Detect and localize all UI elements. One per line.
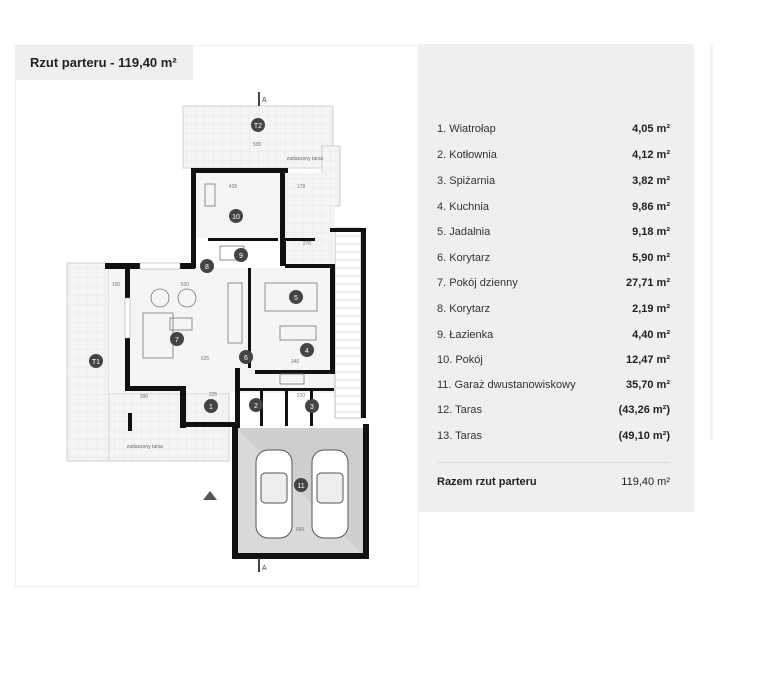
- svg-text:A: A: [262, 565, 267, 572]
- badge-9: [234, 248, 248, 262]
- room-row: 1. Wiatrołap 4,05 m²: [437, 123, 670, 135]
- room-row: 4. Kuchnia 9,86 m²: [437, 201, 670, 213]
- badge-2: [249, 398, 263, 412]
- room-row: 12. Taras (43,26 m²): [437, 404, 670, 416]
- section-marker-top: [258, 92, 267, 106]
- floor-plan-drawing: [60, 88, 380, 573]
- badge-7: [170, 332, 184, 346]
- divider: [437, 462, 670, 463]
- svg-text:520: 520: [180, 282, 190, 288]
- section-marker-bottom: [258, 558, 267, 572]
- svg-text:2: 2: [254, 403, 258, 410]
- total-row: Razem rzut parteru 119,40 m²: [437, 476, 670, 488]
- room-row: 11. Garaż dwustanowiskowy 35,70 m²: [437, 379, 670, 391]
- svg-text:3: 3: [310, 404, 314, 411]
- room-row: 13. Taras (49,10 m²): [437, 430, 670, 442]
- svg-text:625: 625: [200, 356, 210, 362]
- room-row: 2. Kotłownia 4,12 m²: [437, 149, 670, 161]
- svg-text:340: 340: [290, 359, 300, 365]
- terrace-label-top: zadaszony taras: [286, 156, 324, 162]
- svg-text:10: 10: [232, 214, 240, 221]
- badge-6: [239, 350, 253, 364]
- room-row: 10. Pokój 12,47 m²: [437, 354, 670, 366]
- hall-floor: [285, 173, 335, 268]
- svg-text:225: 225: [208, 392, 218, 398]
- svg-text:9: 9: [239, 253, 243, 260]
- entrance-arrow-icon: [203, 491, 217, 500]
- svg-text:T2: T2: [253, 123, 263, 130]
- svg-text:178: 178: [296, 184, 306, 190]
- badge-1: [204, 399, 218, 413]
- svg-text:1: 1: [209, 404, 213, 411]
- badge-3: [305, 399, 319, 413]
- svg-text:505: 505: [252, 142, 262, 148]
- exterior-stairs: [335, 228, 361, 418]
- svg-text:6: 6: [244, 355, 248, 362]
- svg-text:T1: T1: [91, 359, 101, 366]
- badge-8: [200, 259, 214, 273]
- room-row: 6. Korytarz 5,90 m²: [437, 252, 670, 264]
- badge-4: [300, 343, 314, 357]
- svg-text:8: 8: [205, 264, 209, 271]
- scrollbar-track[interactable]: [710, 44, 713, 440]
- svg-text:600: 600: [295, 527, 305, 533]
- svg-text:220: 220: [296, 393, 306, 399]
- badge-5: [289, 290, 303, 304]
- plan-title: Rzut parteru - 119,40 m²: [16, 46, 193, 80]
- svg-text:5: 5: [294, 295, 298, 302]
- room-row: 9. Łazienka 4,40 m²: [437, 329, 670, 341]
- svg-text:435: 435: [228, 184, 238, 190]
- badge-t1: [89, 354, 103, 368]
- badge-t2: [251, 118, 265, 132]
- svg-text:7: 7: [175, 337, 179, 344]
- room-row: 8. Korytarz 2,19 m²: [437, 303, 670, 315]
- svg-text:390: 390: [139, 394, 149, 400]
- room-area-table: [418, 44, 694, 512]
- room-row: 5. Jadalnia 9,18 m²: [437, 226, 670, 238]
- badge-11: [294, 478, 308, 492]
- svg-text:270: 270: [302, 241, 312, 247]
- terrace-label-bottom: zadaszony taras: [126, 444, 164, 450]
- room-10-floor: [195, 173, 285, 238]
- room-row: 7. Pokój dzienny 27,71 m²: [437, 277, 670, 289]
- badge-10: [229, 209, 243, 223]
- room-row: 3. Spiżarnia 3,82 m²: [437, 175, 670, 187]
- svg-text:11: 11: [297, 483, 305, 490]
- svg-text:4: 4: [305, 348, 309, 355]
- svg-text:A: A: [262, 97, 267, 104]
- svg-text:100: 100: [111, 282, 121, 288]
